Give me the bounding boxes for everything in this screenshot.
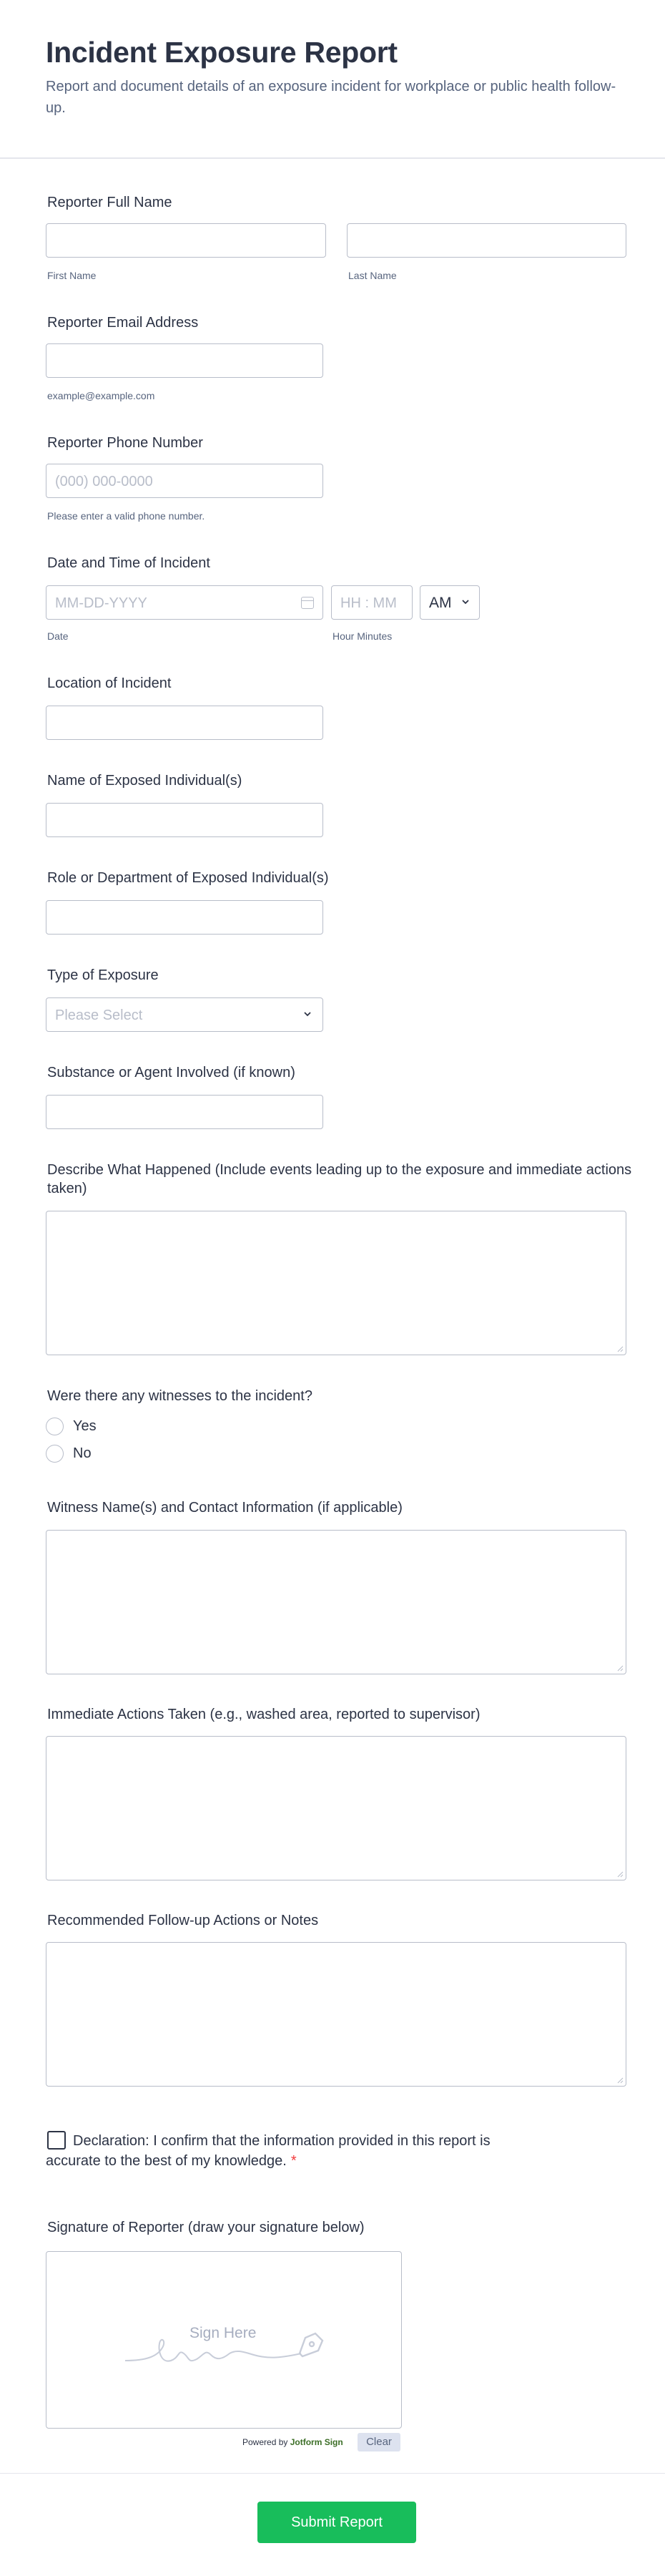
chevron-down-icon (302, 1009, 312, 1019)
resize-grip-icon[interactable] (616, 1870, 624, 1878)
last-name-input[interactable] (347, 223, 626, 258)
signature-pad[interactable] (46, 2251, 402, 2429)
role-label: Role or Department of Exposed Individual(s) (47, 870, 329, 886)
last-name-sublabel: Last Name (348, 270, 397, 281)
time-input[interactable] (331, 585, 413, 620)
followup-label: Recommended Follow-up Actions or Notes (47, 1913, 319, 1928)
form-header (0, 0, 665, 159)
clear-signature-button[interactable]: Clear (358, 2433, 400, 2451)
powered-by-text: Powered by (242, 2437, 288, 2447)
exposure-type-label: Type of Exposure (47, 967, 159, 983)
phone-placeholder: (000) 000-0000 (55, 474, 153, 489)
date-sublabel: Date (47, 630, 69, 642)
sign-here-text: Sign Here (189, 2325, 257, 2341)
exposed-name-input[interactable] (46, 803, 323, 837)
radio-button[interactable] (46, 1445, 64, 1463)
phone-input[interactable] (46, 464, 323, 498)
exposure-type-placeholder: Please Select (55, 1008, 143, 1023)
resize-grip-icon[interactable] (616, 2077, 624, 2084)
followup-textarea[interactable] (46, 1942, 626, 2087)
brand-name: Jotform Sign (290, 2437, 343, 2447)
phone-label: Reporter Phone Number (47, 435, 203, 451)
date-input[interactable] (46, 585, 323, 620)
full-name-label: Reporter Full Name (47, 195, 172, 210)
submit-button[interactable]: Submit Report (257, 2502, 416, 2543)
substance-input[interactable] (46, 1095, 323, 1129)
email-sublabel: example@example.com (47, 390, 155, 401)
chevron-down-icon (460, 597, 471, 607)
first-name-input[interactable] (46, 223, 326, 258)
declaration-text (46, 2131, 546, 2171)
actions-label: Immediate Actions Taken (e.g., washed area, reported to supervisor) (47, 1707, 481, 1722)
page-title: Incident Exposure Report (46, 36, 398, 69)
date-placeholder: MM-DD-YYYY (55, 595, 147, 611)
role-input[interactable] (46, 900, 323, 935)
phone-sublabel: Please enter a valid phone number. (47, 510, 205, 522)
powered-by (242, 2437, 343, 2447)
email-input[interactable] (46, 343, 323, 378)
page-subtitle: Report and document details of an exposure incident for workplace or public health follow-up. (46, 79, 616, 116)
radio-label: Yes (73, 1418, 97, 1434)
exposed-name-label: Name of Exposed Individual(s) (47, 773, 242, 789)
substance-label: Substance or Agent Involved (if known) (47, 1065, 295, 1080)
describe-textarea[interactable] (46, 1211, 626, 1355)
footer-divider (0, 2473, 665, 2474)
resize-grip-icon[interactable] (616, 1664, 624, 1672)
required-mark: * (290, 2153, 297, 2169)
exposure-type-select[interactable] (46, 997, 323, 1032)
signature-scribble-icon (118, 2323, 340, 2373)
datetime-label: Date and Time of Incident (47, 555, 210, 571)
location-input[interactable] (46, 706, 323, 740)
time-placeholder: HH : MM (340, 595, 397, 611)
first-name-sublabel: First Name (47, 270, 97, 281)
declaration-label: Declaration: I confirm that the information provided in this report is accurate to the best of my knowledge. (46, 2133, 491, 2169)
witness-info-textarea[interactable] (46, 1530, 626, 1674)
witnesses-label: Were there any witnesses to the incident? (47, 1388, 312, 1404)
signature-label: Signature of Reporter (draw your signature below) (47, 2220, 365, 2235)
ampm-select[interactable] (420, 585, 480, 620)
radio-label: No (73, 1445, 92, 1461)
radio-button[interactable] (46, 1418, 64, 1435)
email-label: Reporter Email Address (47, 315, 199, 331)
ampm-value: AM (429, 595, 452, 611)
location-label: Location of Incident (47, 675, 172, 691)
time-sublabel: Hour Minutes (332, 630, 393, 642)
witness-info-label: Witness Name(s) and Contact Information (if applicable) (47, 1500, 403, 1516)
resize-grip-icon[interactable] (616, 1345, 624, 1352)
calendar-icon[interactable] (301, 597, 314, 609)
describe-label: Describe What Happened (Include events leading up to the exposure and immediate actions taken) (47, 1162, 632, 1196)
actions-textarea[interactable] (46, 1736, 626, 1880)
